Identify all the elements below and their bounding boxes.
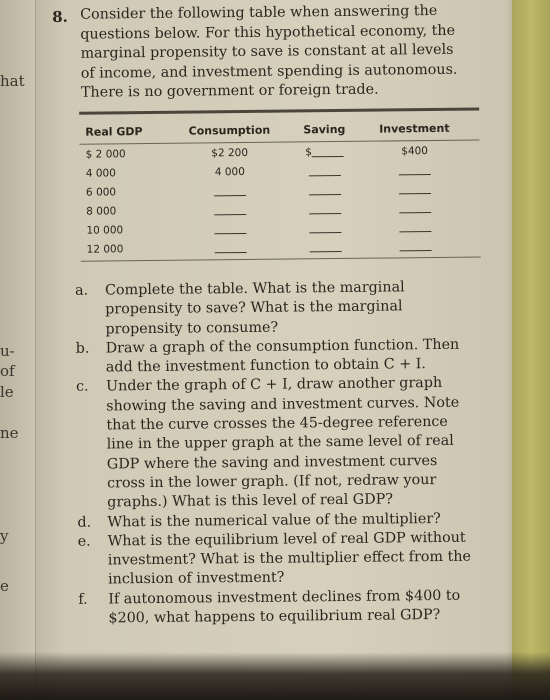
part-text: Complete the table. What is the marginal propensity to save? What is the marginal propensity to consume?	[104, 279, 405, 338]
cell-consumption	[175, 222, 285, 235]
cell-real-gdp: 10 000	[86, 223, 124, 237]
cell-investment	[365, 220, 465, 233]
data-table	[79, 108, 481, 262]
answer-blank	[399, 222, 431, 232]
cell-investment	[365, 163, 465, 176]
question-number: 8.	[52, 7, 68, 26]
part-text: Draw a graph of the consumption function. Then add the investment function to obtain C + I.	[105, 336, 460, 376]
facing-page-fragment: y	[0, 527, 9, 545]
part-label: d.	[77, 514, 92, 531]
cell-saving	[286, 240, 366, 253]
answer-blank	[214, 223, 246, 233]
facing-page-green-edge	[512, 0, 550, 700]
cell-investment	[365, 201, 465, 214]
question-parts	[75, 277, 489, 629]
part-text: If autonomous investment declines from $400 to $200, what happens to equilibrium real GDP?	[108, 587, 461, 627]
cell-real-gdp: 6 000	[85, 185, 117, 199]
facing-page-fragment: le	[0, 383, 14, 401]
answer-blank	[214, 185, 246, 195]
photo-shadow	[0, 652, 550, 700]
part-text: What is the equilibrium level of real GDP without investment? What is the multiplier effect from the inclusion of investment?	[107, 529, 472, 588]
answer-blank	[310, 241, 342, 251]
answer-blank	[399, 165, 431, 175]
cell-consumption: $2 200	[211, 146, 249, 159]
answer-blank	[215, 242, 247, 252]
cell-saving	[285, 202, 365, 215]
facing-page-fragment: ne	[0, 424, 19, 442]
cell-consumption: 4 000	[214, 165, 245, 178]
part-label: e.	[77, 533, 91, 550]
cell-real-gdp: 8 000	[86, 204, 117, 218]
cell-saving	[285, 183, 365, 196]
cell-consumption	[176, 241, 286, 254]
answer-blank	[309, 184, 341, 194]
part-a	[75, 277, 486, 339]
answer-blank	[399, 184, 431, 194]
part-text: What is the numerical value of the multiplier?	[107, 510, 441, 531]
header-real-gdp: Real GDP	[85, 125, 143, 139]
cell-real-gdp: 4 000	[85, 166, 116, 180]
part-label: c.	[75, 379, 89, 396]
cell-investment	[366, 239, 466, 252]
cell-real-gdp: 12 000	[86, 242, 124, 256]
part-b	[76, 335, 486, 378]
cell-saving-value: $	[305, 145, 313, 158]
answer-blank	[399, 203, 431, 213]
answer-blank	[400, 241, 432, 251]
header-consumption: Consumption	[188, 123, 271, 138]
part-e	[78, 528, 489, 590]
facing-page-fragment: of	[0, 362, 15, 380]
header-saving: Saving	[303, 122, 346, 137]
answer-blank	[309, 165, 341, 175]
cell-real-gdp: $ 2 000	[85, 147, 126, 161]
answer-blank	[309, 222, 341, 232]
header-investment: Investment	[379, 121, 450, 136]
cell-saving	[285, 145, 365, 158]
question-intro: Consider the following table when answering the questions below. For this hypothetical economy, the marginal propensity to save is constant at all levels of income, and investment spending is autonomous. There is no government or foreign trade.	[80, 2, 458, 101]
answer-blank	[214, 204, 246, 214]
answer-blank	[309, 203, 341, 213]
part-label: f.	[78, 591, 88, 608]
part-f	[78, 586, 488, 629]
part-c	[76, 374, 487, 513]
cell-saving	[285, 221, 365, 234]
answer-blank	[312, 146, 344, 156]
facing-page-fragment: u-	[0, 342, 15, 360]
cell-consumption	[175, 184, 285, 197]
facing-page-fragment: hat	[0, 72, 25, 90]
cell-consumption	[175, 203, 285, 216]
question-content	[52, 0, 499, 700]
part-text: Under the graph of C + I, draw another graph showing the saving and investment curves. Note that the curve crosses the 45-degree reference line in the upper graph at the same level of real GDP where the saving and investment curves cross in the lower graph. (If not, redraw your graphs.) What is this level of real GDP?	[105, 375, 460, 511]
cell-investment: $400	[401, 144, 429, 157]
cell-saving	[285, 164, 365, 177]
table-row	[81, 236, 481, 259]
part-label: b.	[75, 340, 90, 357]
facing-page-fragment: e	[0, 577, 9, 595]
cell-investment	[365, 182, 465, 195]
part-label: a.	[74, 282, 89, 299]
